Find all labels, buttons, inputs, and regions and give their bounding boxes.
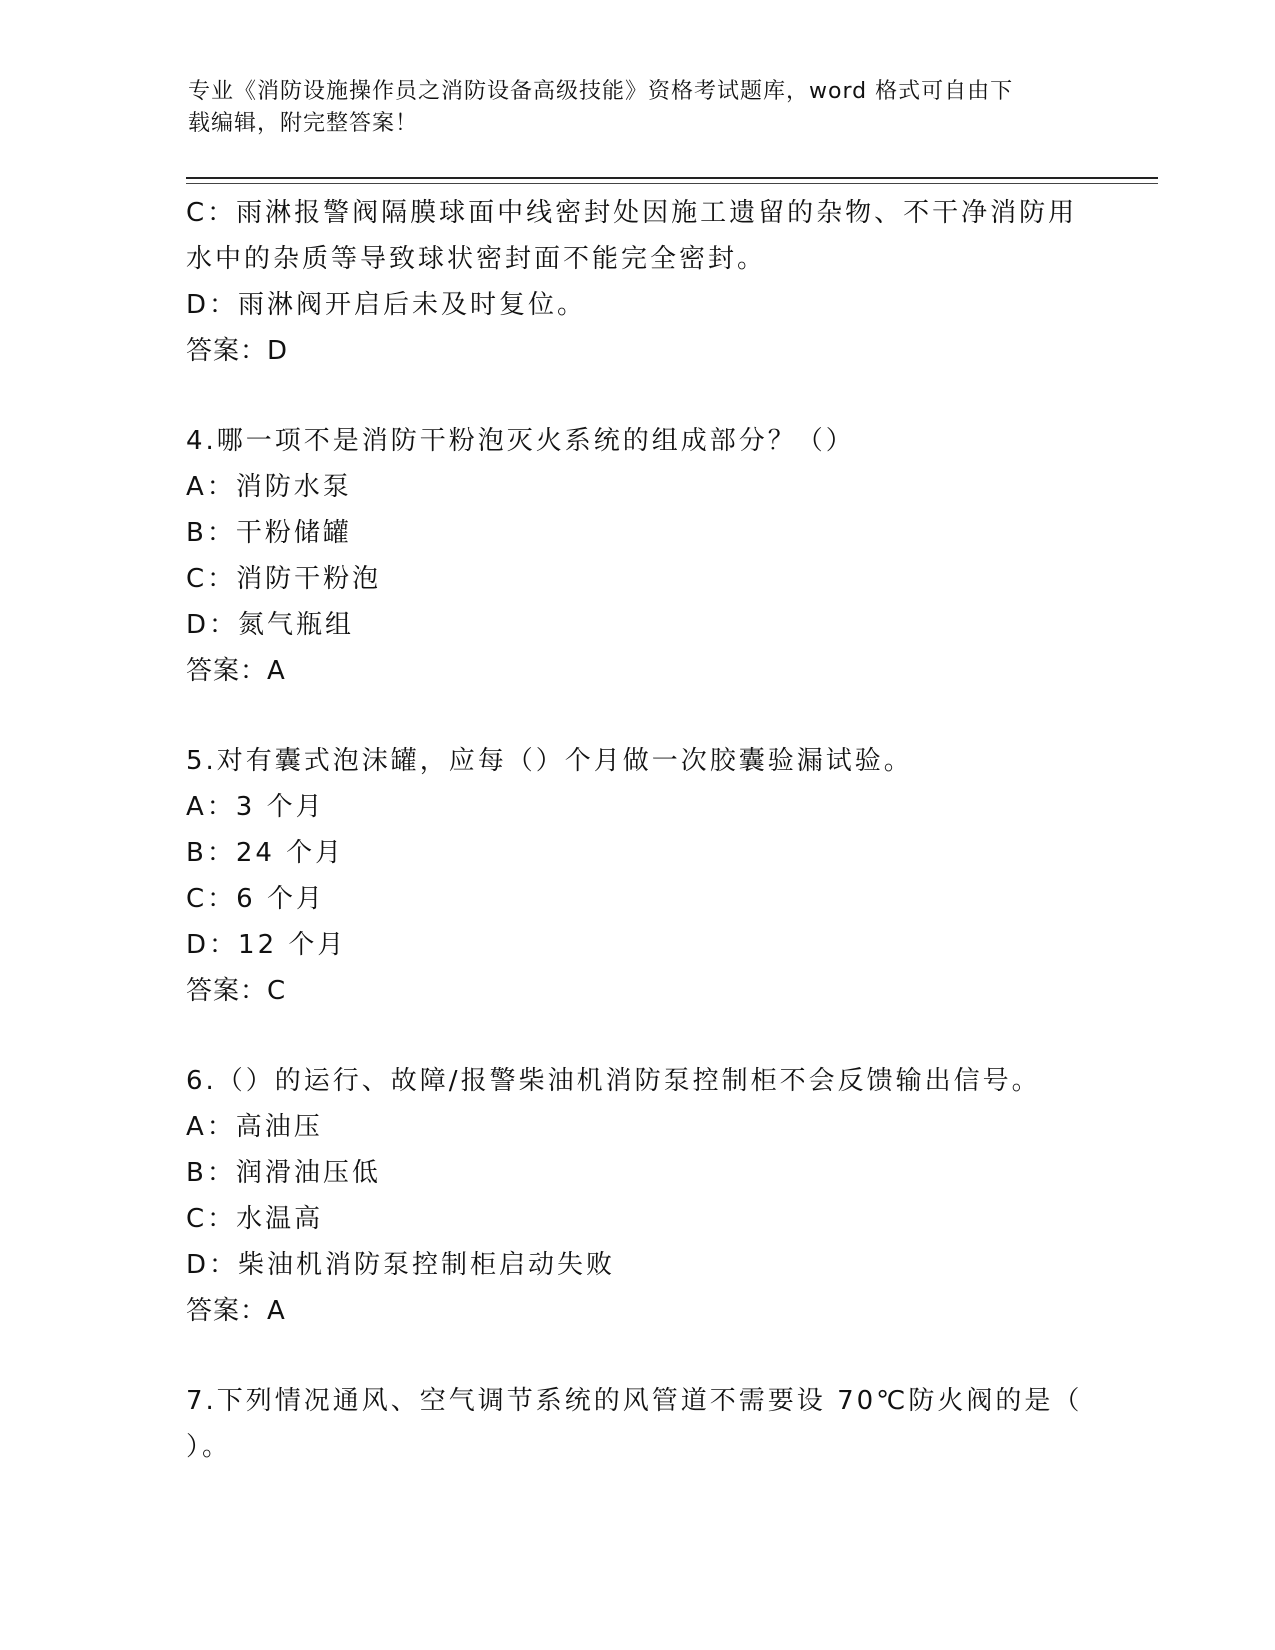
q6-option-a: A：高油压 xyxy=(186,1112,323,1142)
q6-option-b: B：润滑油压低 xyxy=(186,1158,381,1188)
spacer xyxy=(186,1014,1086,1058)
spacer xyxy=(186,694,1086,738)
q3-option-c-line-2: 水中的杂质等导致球状密封面不能完全密封。 xyxy=(186,244,767,274)
q4-option-c: C：消防干粉泡 xyxy=(186,564,382,594)
q3-option-d: D：雨淋阀开启后未及时复位。 xyxy=(186,290,587,320)
q5-question: 5.对有囊式泡沫罐，应每（）个月做一次胶囊验漏试验。 xyxy=(186,746,913,776)
q3-option-c-line-1: C：雨淋报警阀隔膜球面中线密封处因施工遗留的杂物、不干净消防用 xyxy=(186,198,1078,228)
q4-option-b: B：干粉储罐 xyxy=(186,518,352,548)
question-3-tail xyxy=(186,190,1086,374)
q4-option-a: A：消防水泵 xyxy=(186,472,352,502)
q4-answer: 答案：A xyxy=(186,656,286,686)
spacer xyxy=(186,374,1086,418)
q4-question: 4.哪一项不是消防干粉泡灭火系统的组成部分？（） xyxy=(186,426,855,456)
q6-option-c: C：水温高 xyxy=(186,1204,324,1234)
question-list xyxy=(186,190,1086,1470)
document-header xyxy=(188,76,1068,140)
question-4 xyxy=(186,418,1086,694)
header-line-1: 专业《消防设施操作员之消防设备高级技能》资格考试题库，word 格式可自由下 xyxy=(188,79,1014,104)
q6-question: 6.（）的运行、故障/报警柴油机消防泵控制柜不会反馈输出信号。 xyxy=(186,1066,1041,1096)
q6-answer: 答案：A xyxy=(186,1296,286,1326)
header-line-2: 载编辑，附完整答案！ xyxy=(188,111,419,136)
header-divider-thin xyxy=(186,183,1158,184)
q5-option-b: B：24 个月 xyxy=(186,838,345,868)
q5-option-d: D：12 个月 xyxy=(186,930,347,960)
q7-question-line-2: ）。 xyxy=(186,1432,232,1462)
q5-option-a: A：3 个月 xyxy=(186,792,325,822)
question-6 xyxy=(186,1058,1086,1334)
q7-question-line-1: 7.下列情况通风、空气调节系统的风管道不需要设 70℃防火阀的是（ xyxy=(186,1386,1083,1416)
spacer xyxy=(186,1334,1086,1378)
question-7 xyxy=(186,1378,1086,1470)
question-5 xyxy=(186,738,1086,1014)
q5-option-c: C：6 个月 xyxy=(186,884,325,914)
q5-answer: 答案：C xyxy=(186,976,287,1006)
header-divider-thick xyxy=(186,177,1158,179)
q3-answer: 答案：D xyxy=(186,336,289,366)
q4-option-d: D：氮气瓶组 xyxy=(186,610,355,640)
q6-option-d: D：柴油机消防泵控制柜启动失败 xyxy=(186,1250,616,1280)
